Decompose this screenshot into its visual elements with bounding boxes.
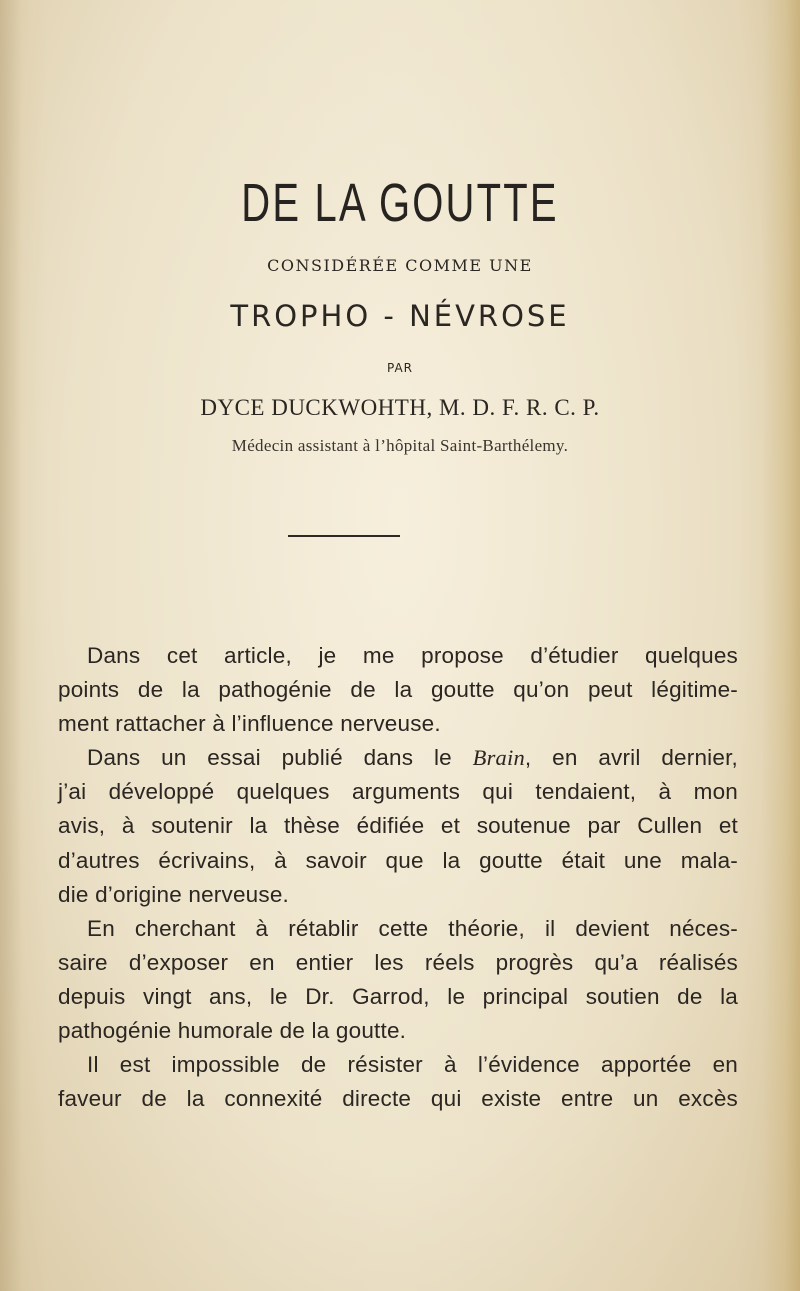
page-edge-left: [0, 0, 22, 1291]
text-line: points de la pathogénie de la goutte qu’on peut légitime-: [58, 677, 738, 703]
text-line: avis, à soutenir la thèse édifiée et soutenue par Cullen et: [58, 813, 738, 839]
document-subtitle: CONSIDÉRÉE COMME UNE: [267, 256, 533, 275]
section-divider: [288, 535, 400, 537]
document-subject: TROPHO - NÉVROSE: [230, 299, 570, 333]
text-segment: Dans un essai publié dans le: [87, 745, 473, 771]
paragraph: [58, 639, 738, 741]
body-text: [58, 639, 738, 1116]
text-line: Il est impossible de résister à l’évidence apportée en: [87, 1052, 738, 1078]
page-edge-right: [762, 0, 800, 1291]
text-line: d’autres écrivains, à savoir que la goutte était une mala-: [58, 847, 738, 873]
text-line: depuis vingt ans, le Dr. Garrod, le principal soutien de la: [58, 983, 738, 1009]
author-affiliation: Médecin assistant à l’hôpital Saint-Barthélemy.: [231, 436, 569, 455]
text-line: saire d’exposer en entier les réels progrès qu’a réalisés: [58, 949, 738, 975]
text-line: j’ai développé quelques arguments qui tendaient, à mon: [58, 779, 738, 805]
byline-label: PAR: [386, 361, 413, 375]
paragraph: [58, 1048, 738, 1116]
text-line: En cherchant à rétablir cette théorie, il devient néces-: [87, 915, 738, 941]
document-title: DE LA GOUTTE: [241, 173, 559, 233]
text-segment: , en avril dernier,: [524, 745, 738, 771]
text-line: faveur de la connexité directe qui existe entre un excès: [58, 1086, 738, 1112]
text-line: die d’origine nerveuse.: [58, 881, 289, 907]
paragraph: [58, 912, 738, 1048]
journal-title: Brain: [472, 745, 525, 771]
paragraph: [58, 741, 738, 911]
author-name: DYCE DUCKWOHTH, M. D. F. R. C. P.: [200, 395, 600, 420]
text-line: pathogénie humorale de la goutte.: [58, 1018, 407, 1044]
text-line: [58, 741, 738, 775]
text-line: ment rattacher à l’influence nerveuse.: [58, 711, 441, 737]
text-line: Dans cet article, je me propose d’étudier quelques: [87, 643, 738, 668]
